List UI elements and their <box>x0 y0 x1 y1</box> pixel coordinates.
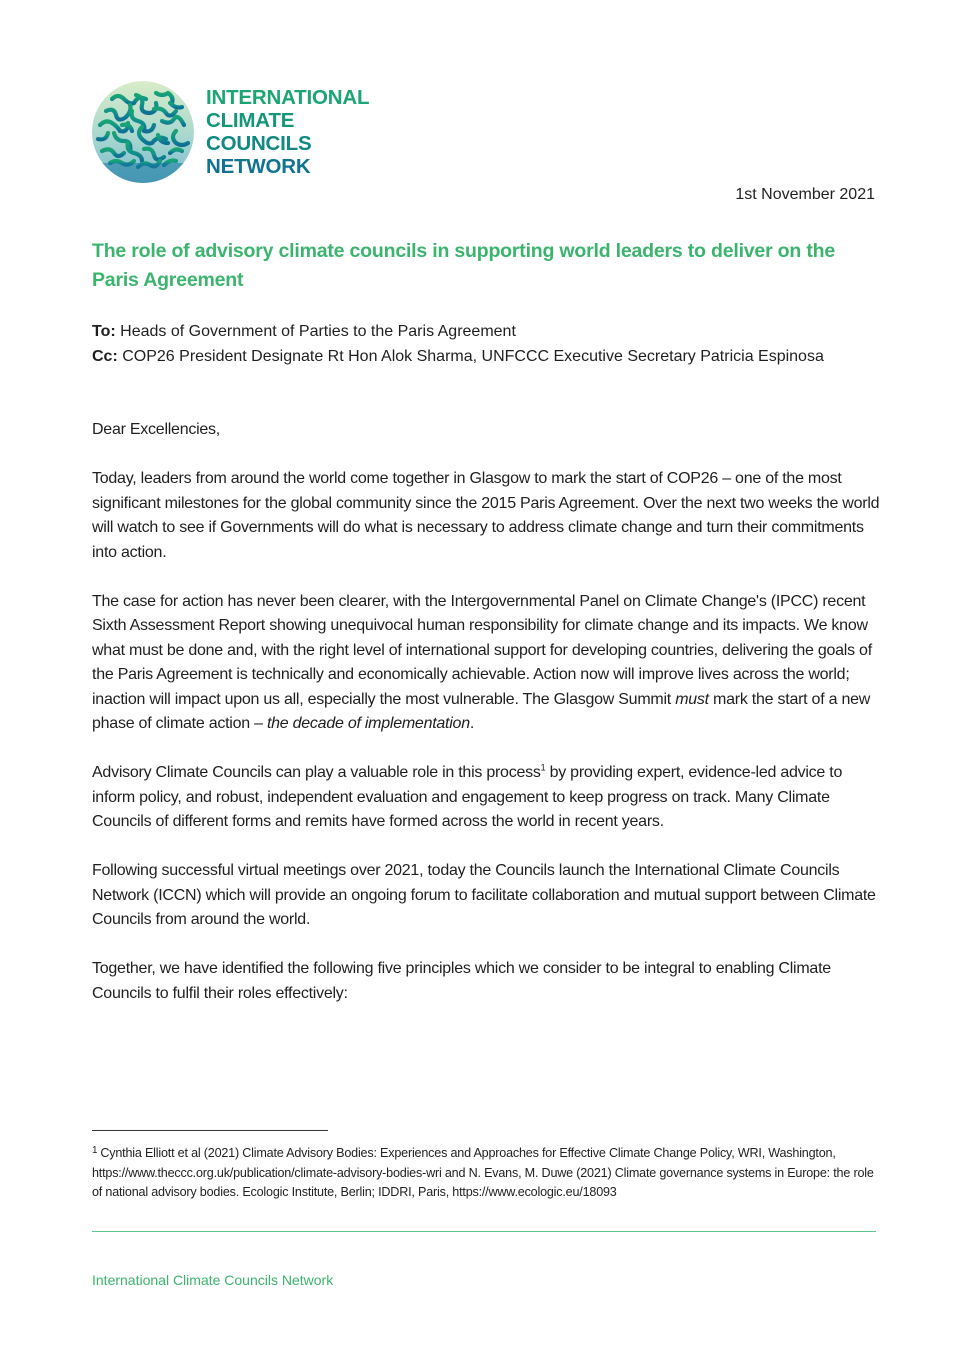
paragraph-3 <box>92 761 882 835</box>
letter-body <box>92 418 882 1031</box>
logo-line: INTERNATIONAL <box>206 86 370 109</box>
paragraph-2-text: mark the start of a new phase of climate action – <box>92 690 871 732</box>
footnote-text: Cynthia Elliott et al (2021) Climate Advisory Bodies: Experiences and Approaches for Effective Climate Change Policy, WRI, Washington, https://www.theccc.org.uk/publication/climate-advisory-bodies-wri and N. Evans, M. Duwe (2021) Climate governance systems in Europe: the role of national advisory bodies. Ecologic Institute, Berlin; IDDRI, Paris, https://www.ecologic.eu/18093 <box>92 1146 874 1199</box>
logo-line: CLIMATE <box>206 109 295 132</box>
logo-line: COUNCILS <box>206 132 312 155</box>
to-label: To: <box>92 323 116 340</box>
emphasis-decade: the decade of implementation <box>266 715 470 732</box>
to-value: Heads of Government of Parties to the Paris Agreement <box>115 323 516 340</box>
footnote <box>92 1144 882 1203</box>
coral-globe-icon <box>92 81 194 183</box>
paragraph-3-text: Advisory Climate Councils can play a valuable role in this process <box>92 764 541 781</box>
footnote-divider <box>92 1130 328 1131</box>
letter-title: The role of advisory climate councils in supporting world leaders to deliver on the Paris Agreement <box>92 240 835 291</box>
paragraph-5: Together, we have identified the following five principles which we consider to be integral to enabling Climate Councils to fulfil their roles effectively: <box>92 960 831 1002</box>
logo-wordmark <box>206 86 369 178</box>
recipients-block <box>92 320 882 369</box>
paragraph-1: Today, leaders from around the world come together in Glasgow to mark the start of COP26 – one of the most significant milestones for the global community since the 2015 Paris Agreement. Over the next two weeks the world will watch to see if Governments will do what is necessary to address climate change and turn their commitments into action. <box>92 470 880 561</box>
cc-label: Cc: <box>92 347 118 365</box>
footnote-reference[interactable]: 1 <box>540 762 546 773</box>
iccn-logo <box>92 81 369 183</box>
paragraph-2 <box>92 590 882 737</box>
logo-line: NETWORK <box>206 155 311 178</box>
letter-date: 1st November 2021 <box>735 186 875 203</box>
emphasis-must: must <box>675 690 709 708</box>
paragraph-2-text: . <box>469 715 475 732</box>
paragraph-4: Following successful virtual meetings over 2021, today the Councils launch the International Climate Councils Network (ICCN) which will provide an ongoing forum to facilitate collaboration and mutual support between Climate Councils from around the world. <box>92 862 876 928</box>
salutation: Dear Excellencies, <box>92 421 220 438</box>
paragraph-2-text: The case for action has never been clearer, with the Intergovernmental Panel on Climate Change's (IPCC) recent Sixth Assessment Report showing unequivocal human responsibility for climate change and its impacts. We know what must be done and, with the right level of international support for developing countries, delivering the goals of the Paris Agreement is technically and economically achievable. Action now will improve lives across the world; inaction will impact upon us all, especially the most vulnerable. The Glasgow Summit <box>92 592 872 708</box>
paragraph-3-text: by providing expert, evidence-led advice to inform policy, and robust, independent evaluation and engagement to keep progress on track. Many Climate Councils of different forms and remits have formed across the world in recent years. <box>92 764 843 830</box>
footer-divider <box>92 1231 876 1232</box>
footer-organization: International Climate Councils Network <box>92 1272 334 1288</box>
to-line <box>92 320 882 345</box>
footnote-number: 1 <box>92 1145 98 1156</box>
cc-line <box>92 345 882 370</box>
cc-value: COP26 President Designate Rt Hon Alok Sharma, UNFCCC Executive Secretary Patricia Espinosa <box>117 347 824 365</box>
